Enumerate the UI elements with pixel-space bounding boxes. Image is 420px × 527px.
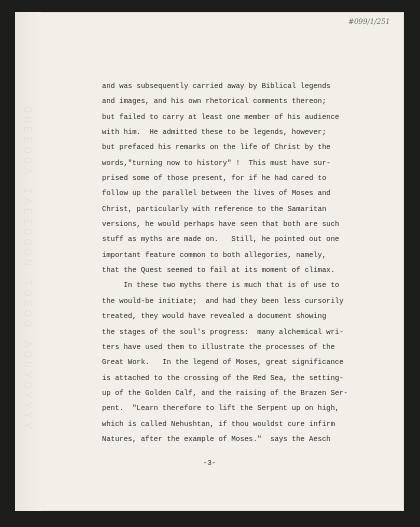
text-line: but failed to carry at least one member of his audience [102,113,340,122]
text-line: stuff as myths are made on. Still, he pointed out one [102,236,340,245]
text-line: words,"turning now to history" ! This must have sur- [102,159,331,168]
text-line: versions, he would perhaps have seen that both are such [102,221,340,230]
text-line: important feature common to both allegories, namely, [102,251,327,260]
typed-text-block [102,80,402,448]
text-line: and was subsequently carried away by Biblical legends [102,83,331,91]
text-line: which is called Nehushtan, if thou wouldst cure infirm [102,420,335,429]
edge-stamp [17,52,37,492]
text-line: and images, and his own rhetorical comments thereon; [102,98,327,107]
text-line: ters have used them to illustrate the processes of the [102,343,335,352]
text-line: but prefaced his remarks on the life of Christ by the [102,144,331,153]
text-line: with him. He admitted these to be legends, however; [102,129,327,138]
catalog-number: #099/1/251 [348,18,390,26]
text-line: Great Work. In the legend of Moses, great significance [102,359,344,368]
text-line: Natures, after the example of Moses." says the Aesch [102,435,331,444]
page-number: -3- [203,460,216,468]
text-line: the would-be initiate; and had they been less cursorily [102,297,344,306]
edge-stamp-text: ΟΗΕΕΟΟΛ ΙΛΕΣΟΟΟΝ ΤΟΕΟΟ ΛΟΝΥΟΥΥΥΥ [20,105,34,433]
text-line: follow up the parallel between the lives of Moses and [102,190,331,199]
text-line: that the Quest seemed to fail at its moment of climax. [102,267,335,276]
text-line: In these two myths there is much that is of use to [102,282,340,291]
text-line: the stages of the soul's progress: many alchemical wri- [102,328,344,337]
text-line: is attached to the crossing of the Red Sea, the setting- [102,374,344,383]
text-line: up of the Golden Calf, and the raising of the Brazen Ser- [102,389,348,398]
text-line: Christ, particularly with reference to the Samaritan [102,205,327,214]
text-line: treated, they would have revealed a document showing [102,313,327,322]
text-line: pent. "Learn therefore to lift the Serpent up on high, [102,405,340,414]
text-line: prised some of those present, for if he had cared to [102,175,327,184]
document-page [15,12,404,511]
